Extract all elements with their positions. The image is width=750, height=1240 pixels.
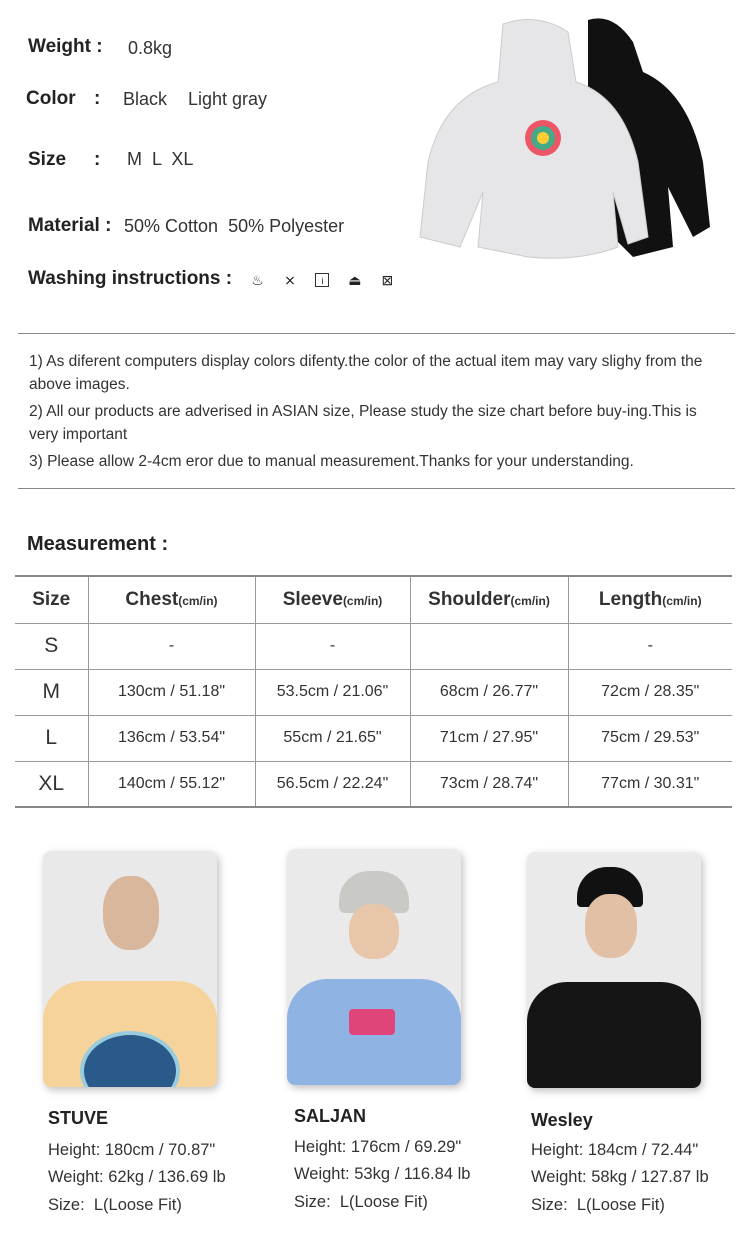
model-photo-stuve: [43, 851, 217, 1087]
size-chart-table: [15, 575, 732, 808]
note-1: 1) As diferent computers display colors difenty.the color of the actual item may vary slighy from the above images.: [29, 353, 703, 393]
model-name: SALJAN: [294, 1106, 367, 1126]
hand-wash-icon: ♨: [251, 271, 264, 288]
size-label: Size: [28, 149, 67, 170]
table-header-row: [15, 576, 732, 623]
colon: :: [94, 88, 101, 109]
model-height: Height: 184cm / 72.44": [531, 1141, 699, 1159]
header-sleeve: Sleeve(cm/in): [255, 576, 410, 623]
model-name: STUVE: [48, 1108, 109, 1128]
cell: 68cm / 26.77": [410, 669, 568, 715]
header-length: Length(cm/in): [568, 576, 732, 623]
table-row: [15, 669, 732, 715]
cell: -: [88, 623, 255, 669]
color-light-gray: Light gray: [188, 89, 268, 109]
color-label: Color: [26, 88, 76, 109]
cell: 130cm / 51.18": [88, 669, 255, 715]
cell: 73cm / 28.74": [410, 761, 568, 807]
model-height: Height: 180cm / 70.87": [48, 1141, 216, 1159]
material-label: Material :: [28, 215, 112, 236]
cell: 53.5cm / 21.06": [255, 669, 410, 715]
size-values: M L XL: [127, 149, 194, 169]
washing-row: [28, 268, 394, 290]
header-size: Size: [15, 576, 88, 623]
note-2: 2) All our products are adverised in ASIAN size, Please study the size chart before buy-ing.This is very important: [29, 403, 697, 443]
cell: -: [255, 623, 410, 669]
model-weight: Weight: 53kg / 116.84 lb: [294, 1165, 471, 1183]
cell: 71cm / 27.95": [410, 715, 568, 761]
divider: [18, 488, 735, 489]
hoodie-product-image: [418, 12, 718, 264]
cell: 75cm / 29.53": [568, 715, 732, 761]
tumble-dry-icon: i: [315, 273, 329, 287]
model-weight: Weight: 58kg / 127.87 lb: [531, 1168, 709, 1186]
cell: 140cm / 55.12": [88, 761, 255, 807]
model-photo-saljan: [287, 849, 461, 1085]
model-size: Size: L(Loose Fit): [531, 1196, 665, 1214]
do-not-dry-clean-icon: ⊠: [381, 271, 394, 288]
colon: :: [94, 149, 101, 170]
cell: 136cm / 53.54": [88, 715, 255, 761]
weight-value: 0.8kg: [128, 38, 173, 58]
cell: L: [15, 715, 88, 761]
cell: 77cm / 30.31": [568, 761, 732, 807]
model-photo-wesley: [527, 852, 701, 1088]
cell: -: [568, 623, 732, 669]
model-size: Size: L(Loose Fit): [294, 1193, 428, 1211]
cell: M: [15, 669, 88, 715]
cell: 56.5cm / 22.24": [255, 761, 410, 807]
iron-icon: ⏏: [348, 271, 362, 288]
cell: S: [15, 623, 88, 669]
cell: 72cm / 28.35": [568, 669, 732, 715]
material-value: 50% Cotton 50% Polyester: [124, 216, 345, 236]
table-row: [15, 715, 732, 761]
model-size: Size: L(Loose Fit): [48, 1196, 182, 1214]
model-weight: Weight: 62kg / 136.69 lb: [48, 1168, 226, 1186]
note-3: 3) Please allow 2-4cm eror due to manual measurement.Thanks for your understanding.: [29, 453, 634, 470]
weight-label: Weight :: [28, 36, 103, 57]
cell: XL: [15, 761, 88, 807]
color-black: Black: [123, 89, 168, 109]
measurement-title: Measurement :: [27, 533, 169, 555]
model-height: Height: 176cm / 69.29": [294, 1138, 462, 1156]
table-row: [15, 761, 732, 807]
do-not-bleach-icon: ⨯: [284, 271, 296, 288]
divider: [18, 333, 735, 334]
washing-label: Washing instructions :: [28, 268, 233, 289]
table-row: [15, 623, 732, 669]
header-shoulder: Shoulder(cm/in): [410, 576, 568, 623]
cell: 55cm / 21.65": [255, 715, 410, 761]
header-chest: Chest(cm/in): [88, 576, 255, 623]
cell: [410, 623, 568, 669]
model-name: Wesley: [531, 1110, 593, 1130]
